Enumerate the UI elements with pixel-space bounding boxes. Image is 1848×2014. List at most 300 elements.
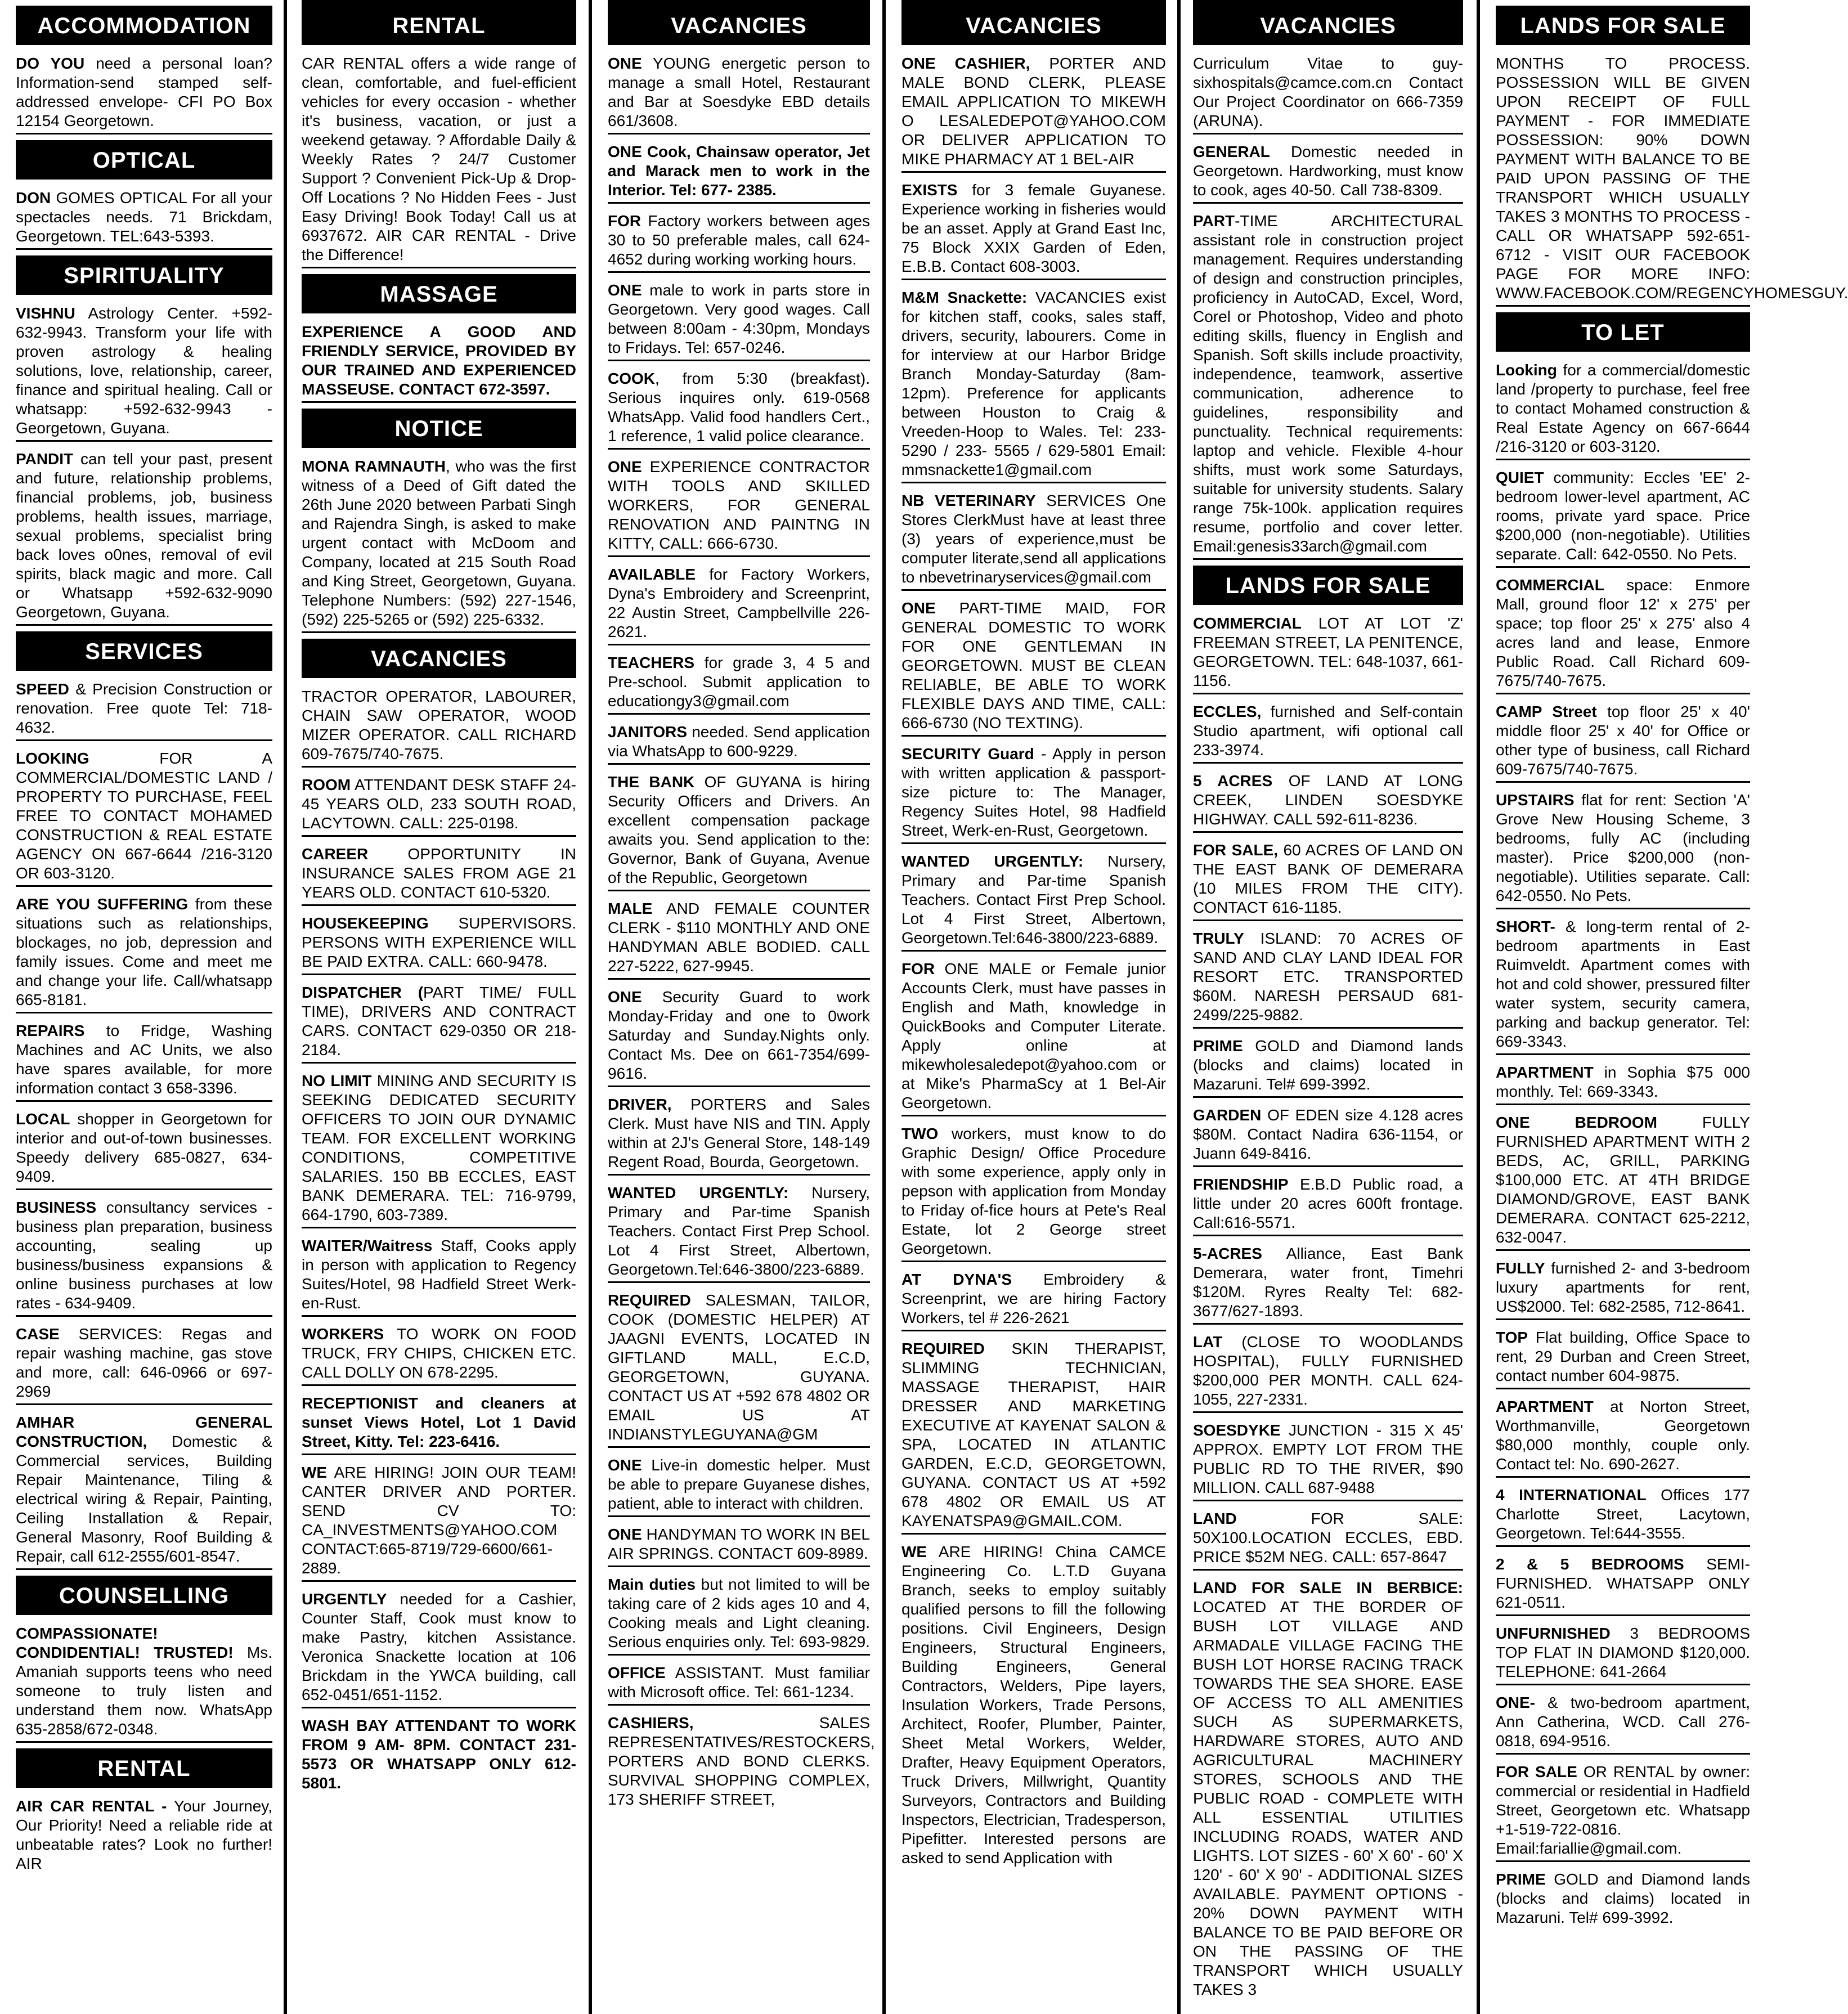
classified-ad xyxy=(302,980,576,1064)
ad-body: CAR RENTAL offers a wide range of clean, comfortable, and fuel-efficient vehicles for every occasion - whether it's business, vacation, or just a weekend getaway. ? Affordable Daily & Weekly Rates ? 24/7 Customer Support ? Convenient Pick-Up & Drop-Off Locations ? No Hidden Fees - Just Easy Driving! Book Today! Call us at 6937672. AIR CAR RENTAL - Drive the Difference! xyxy=(302,55,576,263)
classified-ad xyxy=(608,562,870,645)
classified-ad xyxy=(302,51,576,268)
classified-ad xyxy=(302,454,576,633)
ad-body: OR RENTAL by owner: commercial or residential in Hadfield Street, Georgetown etc. Whatsapp +1-519-722-0816. Email:fariallie@gmail.com. xyxy=(1496,1763,1750,1857)
classified-ad xyxy=(1193,1329,1463,1413)
classified-ad xyxy=(1193,1575,1463,2002)
classified-ad xyxy=(302,1460,576,1582)
ad-lead: UPSTAIRS xyxy=(1496,791,1575,809)
ad-lead: ONE CASHIER, xyxy=(901,55,1030,72)
ad-body: needed for a Cashier, Counter Staff, Cook must know to make Pastry, kitchen Assistance. Veronica Snackette location at 106 Brickdam in the YWCA building, call 652-0451/651-1152. xyxy=(302,1590,576,1703)
classified-ad xyxy=(608,1180,870,1283)
column-4 xyxy=(901,0,1166,2014)
section-heading: VACANCIES xyxy=(608,6,870,45)
ad-lead: APARTMENT xyxy=(1496,1064,1594,1081)
section-heading: MASSAGE xyxy=(302,274,576,313)
ad-body: top floor 25' x 40' middle floor 25' x 40' for Office or other type of business, call Richard 609-7675/740-7675. xyxy=(1496,703,1750,778)
ad-body: Embroidery & Screenprint, we are hiring Factory Workers, tel # 226-2621 xyxy=(901,1271,1166,1326)
classified-ad xyxy=(16,1195,272,1317)
classified-ad xyxy=(608,719,870,765)
ad-lead: JANITORS xyxy=(608,723,688,741)
ad-lead: ROOM xyxy=(302,776,351,793)
ad-body: PART TIME/ FULL TIME), DRIVERS AND CONTRACT CARS. CONTACT 629-0350 OR 218-2184. xyxy=(302,984,576,1058)
ad-body: SALES REPRESENTATIVES/RESTOCKERS, PORTERS AND BOND CLERKS. SURVIVAL SHOPPING COMPLEX, 173 SHERIFF STREET, xyxy=(608,1714,875,1808)
ad-lead: FOR xyxy=(901,960,935,977)
ad-lead: FOR xyxy=(608,212,642,230)
ad-body: Offices 177 Charlotte Street, Lacytown, Georgetown. Tel:644-3555. xyxy=(1496,1486,1751,1542)
ad-lead: FOR SALE, xyxy=(1193,841,1279,859)
ad-lead: ONE xyxy=(608,1526,642,1543)
ad-body: OPPORTUNITY IN INSURANCE SALES FROM AGE 21 YEARS OLD. CONTACT 610-5320. xyxy=(302,845,576,901)
ad-lead: AVAILABLE xyxy=(608,566,696,583)
ad-lead: 5-ACRES xyxy=(1193,1245,1262,1262)
column-2 xyxy=(302,0,576,2014)
ad-lead: TOP xyxy=(1496,1329,1528,1346)
ad-body: ARE HIRING! China CAMCE Engineering Co. L.T.D Guyana Branch, seeks to employ suitably qualified persons to fill the following positions. Civil Engineers, Design Engineers, Structural Engineers, Building Engineers, General Contractors, Welders, Pipe layers, Insulation Workers, Trade Persons, Architect, Roofer, Plumber, Painter, Sheet Metal Workers, Welder, Drafter, Heavy Equipment Operators, Truck Drivers, Millwright, Quantity Surveyors, Contractors and Building Inspectors, Electrician, Tradesperson, Pipefitter. Interested persons are asked to send Application with xyxy=(901,1543,1166,1867)
classified-ad xyxy=(901,1539,1166,1870)
ad-lead: WANTED URGENTLY: xyxy=(901,853,1084,870)
classified-ad xyxy=(608,896,870,980)
classified-ad xyxy=(16,1793,272,1876)
ad-body: EXPERIENCE CONTRACTOR WITH TOOLS AND SKILLED WORKERS, FOR GENERAL RENOVATION AND PAINTNG IN KITTY, CALL: 666-6730. xyxy=(608,458,870,552)
classified-ad xyxy=(16,185,272,250)
ad-lead: CAREER xyxy=(302,845,369,863)
classified-ad xyxy=(16,1018,272,1102)
classified-ad xyxy=(901,1267,1166,1331)
column-6 xyxy=(1496,0,1848,2014)
ad-body: GOLD and Diamond lands (blocks and claims) located in Mazaruni. Tel# 699-3992. xyxy=(1193,1037,1463,1093)
ad-body: FOR SALE: 50X100.LOCATION ECCLES, EBD. PRICE $52M NEG. CALL: 657-8647 xyxy=(1193,1510,1463,1566)
ad-lead: APARTMENT xyxy=(1496,1398,1594,1415)
ad-body: Nursery, Primary and Par-time Spanish Teachers. Contact First Prep School. Lot 4 First Street, Albertown, Georgetown.Tel:646-3800/223-6889. xyxy=(608,1184,870,1278)
classified-ad xyxy=(1496,1255,1750,1320)
classified-ad xyxy=(1496,787,1750,909)
classified-ad xyxy=(901,741,1166,844)
classified-ad xyxy=(1193,1172,1463,1236)
classified-ad xyxy=(16,1410,272,1570)
section-heading: RENTAL xyxy=(302,6,576,45)
column-rule xyxy=(589,0,592,2014)
classified-ad xyxy=(1193,1418,1463,1501)
ad-lead: VISHNU xyxy=(16,304,75,322)
ad-body: consultancy services - business plan preparation, business accounting, sealing up business/business expansions & online business purchases at low rates - 634-9409. xyxy=(16,1199,272,1312)
ad-body: male to work in parts store in Georgetown. Very good wages. Call between 8:00am - 4:30pm, Mondays to Fridays. Tel: 657-0246. xyxy=(608,281,870,356)
ad-body: community: Eccles 'EE' 2-bedroom lower-level apartment, AC rooms, private yard space. Price $200,000 (non-negotiable). Utilities separate. Call: 642-0550. No Pets. xyxy=(1496,469,1750,563)
classified-ad xyxy=(1496,1325,1750,1389)
ad-lead: 4 INTERNATIONAL xyxy=(1496,1486,1647,1504)
classified-ad xyxy=(16,1621,272,1743)
ad-lead: SOESDYKE xyxy=(1193,1421,1281,1439)
ad-lead: BUSINESS xyxy=(16,1199,97,1216)
classified-ad xyxy=(608,51,870,134)
classified-ad xyxy=(16,676,272,741)
classified-ad xyxy=(1193,1033,1463,1098)
classified-ad xyxy=(608,1288,870,1448)
classified-ad xyxy=(1496,699,1750,783)
classified-ad xyxy=(1193,1506,1463,1571)
ad-lead: DISPATCHER ( xyxy=(302,984,424,1001)
column-1 xyxy=(16,0,272,2014)
ad-body: for grade 3, 4 5 and Pre-school. Submit application to educationgy3@gmail.com xyxy=(608,654,870,710)
ad-body: & two-bedroom apartment, Ann Catherina, WCD. Call 276-0818, 694-9516. xyxy=(1496,1694,1750,1750)
classified-ad xyxy=(302,910,576,975)
ad-body: & Precision Construction or renovation. Free quote Tel: 718-4632. xyxy=(16,680,272,736)
ad-body: for Factory Workers, Dyna's Embroidery and Screenprint, 22 Austin Street, Campbellville 226-2621. xyxy=(608,566,870,640)
section-heading: COUNSELLING xyxy=(16,1576,272,1615)
ad-body: OF GUYANA is hiring Security Officers and Drivers. An excellent compensation package awaits you. Send application to the: Governor, Bank of Guyana, Avenue of the Republic, Georgetown xyxy=(608,773,870,886)
classified-ad xyxy=(1496,51,1848,307)
ad-lead: PANDIT xyxy=(16,450,74,468)
classified-ad xyxy=(901,595,1166,737)
ad-lead: REQUIRED xyxy=(608,1291,691,1309)
classified-ad xyxy=(1193,208,1463,560)
ad-body: GOLD and Diamond lands (blocks and claims) located in Mazaruni. Tel# 699-3992. xyxy=(1496,1871,1750,1926)
ad-body: ISLAND: 70 ACRES OF SAND AND CLAY LAND IDEAL FOR RESORT ETC. TRANSPORTED $60M. NARESH PERSAUD 681-2499/225-9882. xyxy=(1193,930,1463,1024)
ad-body: Your Journey, Our Priority! Need a reliable ride at unbeatable rates? Look no further! AIR xyxy=(16,1797,272,1872)
column-rule xyxy=(882,0,886,2014)
ad-body: for 3 female Guyanese. Experience working in fisheries would be an asset. Apply at Grand East Inc, 75 Block XXIX Garden of Eden, E.B.B. Contact 608-3003. xyxy=(901,181,1166,275)
ad-body: Staff, Cooks apply in person with application to Regency Suites/Hotel, 98 Hadfield Street Werk-en-Rust. xyxy=(302,1237,576,1312)
ad-body: , from 5:30 (breakfast). Serious inquires only. 619-0568 WhatsApp. Valid food handlers Cert., 1 reference, 1 valid police clearance. xyxy=(608,370,870,445)
ad-body: & long-term rental of 2-bedroom apartments in East Ruimveldt. Apartment comes with hot and cold shower, pressured filter water system, security camera, parking and backup generator. Tel: 669-3343. xyxy=(1496,918,1750,1050)
ad-lead: 5 ACRES xyxy=(1193,772,1273,790)
classified-ad xyxy=(1496,1551,1750,1616)
ad-body: shopper in Georgetown for interior and out-of-town businesses. Speedy delivery 685-0827, 634-9409. xyxy=(16,1110,272,1185)
ad-body: at Norton Street, Worthmanville, Georgetown $80,000 monthly, couple only. Contact tel: No. 690-2627. xyxy=(1496,1398,1750,1473)
classified-ad xyxy=(1193,51,1463,134)
ad-body: Factory workers between ages 30 to 50 preferable males, call 624-4652 during working working hours. xyxy=(608,212,870,268)
classified-ad xyxy=(608,277,870,361)
ad-lead: HOUSEKEEPING xyxy=(302,914,429,932)
ad-lead: ONE Cook, Chainsaw operator, Jet and Marack men to work in the Interior. Tel: 677- 2385. xyxy=(608,143,870,199)
ad-lead: M&M Snackette: xyxy=(901,289,1028,306)
classified-ad xyxy=(901,488,1166,591)
column-rule xyxy=(1177,0,1181,2014)
ad-lead: MALE xyxy=(608,900,653,917)
section-heading: VACANCIES xyxy=(901,6,1166,45)
ad-lead: ONE xyxy=(608,281,642,299)
ad-lead: ONE xyxy=(608,458,642,476)
ad-lead: LOOKING xyxy=(16,750,89,767)
ad-lead: UNFURNISHED xyxy=(1496,1625,1611,1642)
ad-body: space: Enmore Mall, ground floor 12' x 275' per space; top floor 25' x 275' also 4 acres land and lease, Enmore Public Road. Call Richard 609-7675/740-7675. xyxy=(1496,576,1750,689)
classified-ad xyxy=(608,139,870,204)
ad-lead: LAND FOR SALE IN BERBICE: xyxy=(1193,1579,1463,1596)
classified-ad xyxy=(16,51,272,134)
ad-body: ONE MALE or Female junior Accounts Clerk, must have passes in English and Math, knowledge in QuickBooks and Computer Literate. Apply online at mikewholesaledepot@yahoo.com or at Mike's PharmaScy at 1 Bel-Air Georgetown. xyxy=(901,960,1166,1111)
ad-lead: OFFICE xyxy=(608,1664,666,1681)
ad-body: LOCATED AT THE BORDER OF BUSH LOT VILLAGE AND ARMADALE VILLAGE FACING THE BUSH LOT HORSE RACING TRACK TOWARDS THE SEA SHORE. EASE OF ACCESS TO ALL AMENITIES SUCH AS SUPERMARKETS, HARDWARE STORES, AUTO AND AGRICULTURAL MACHINERY STORES, SCHOOLS AND THE PUBLIC ROAD - COMPLETE WITH ALL ESSENTIAL UTILITIES INCLUDING ROADS, WATER AND LIGHTS. LOT SIZES - 60' X 60' - 60' X 120' - 60' X 90' - ADDITIONAL SIZES AVAILABLE. PAYMENT OPTIONS - 20% DOWN PAYMENT WITH BALANCE TO BE PAID BEFORE OR ON THE PASSING OF THE TRANSPORT WHICH USUALLY TAKES 3 xyxy=(1193,1598,1463,1998)
ad-body: YOUNG energetic person to manage a small Hotel, Restaurant and Bar at Soesdyke EBD details 661/3608. xyxy=(608,55,870,129)
classified-ad xyxy=(1193,837,1463,921)
ad-body: needed. Send application via WhatsApp to 600-9229. xyxy=(608,723,870,760)
ad-lead: WORKERS xyxy=(302,1325,384,1343)
ad-lead: FOR SALE xyxy=(1496,1763,1577,1780)
classified-ad xyxy=(608,1572,870,1656)
ad-body: OF LAND AT LONG CREEK, LINDEN SOESDYKE HIGHWAY. CALL 592-611-8236. xyxy=(1193,772,1463,828)
ad-body: ARE HIRING! JOIN OUR TEAM! CANTER DRIVER AND PORTER. SEND CV TO: CA_INVESTMENTS@YAHOO.COM CONTACT:665-8719/729-6600/661-2889. xyxy=(302,1464,576,1577)
ad-body: to Fridge, Washing Machines and AC Units, we also have spares available, for more information contact 3 658-3396. xyxy=(16,1022,272,1097)
ad-body: ASSISTANT. Must familiar with Microsoft office. Tel: 661-1234. xyxy=(608,1664,870,1701)
section-heading: OPTICAL xyxy=(16,140,272,180)
classified-ad xyxy=(1496,357,1750,460)
ad-body: FOR A COMMERCIAL/DOMESTIC LAND / PROPERTY TO PURCHASE, FEEL FREE TO CONTACT MOHAMED CONSTRUCTION & REAL ESTATE AGENCY ON 667-6644 /216-3120 OR 603-3120. xyxy=(16,750,272,882)
ad-body: furnished and Self-contain Studio apartment, wifi optional call 233-3974. xyxy=(1193,703,1463,759)
classified-ad xyxy=(1496,572,1750,694)
classified-ad xyxy=(1193,699,1463,764)
ad-lead: DON xyxy=(16,189,51,207)
section-heading: TO LET xyxy=(1496,312,1750,352)
ad-body: from these situations such as relationships, blockages, no job, depression and family issues. Come and meet me and change your life. Call/whatsapp 665-8181. xyxy=(16,895,272,1008)
ad-lead: PART xyxy=(1193,212,1235,230)
ad-body: furnished 2- and 3-bedroom luxury apartments for rent, US$2000. Tel: 682-2585, 712-8641. xyxy=(1496,1259,1750,1315)
classified-ad xyxy=(1496,1394,1750,1478)
ad-lead: ONE xyxy=(608,988,642,1006)
section-heading: SERVICES xyxy=(16,631,272,671)
ad-lead: WAITER/Waitress xyxy=(302,1237,433,1254)
classified-ad xyxy=(608,366,870,450)
ad-lead: AMHAR GENERAL CONSTRUCTION, xyxy=(16,1414,272,1450)
ad-body: Astrology Center. +592-632-9943. Transform your life with proven astrology & healing solutions, love, relationship, career, finance and spiritual healing. Call or whatsapp: +592-632-9943 - Georgetown, Guyana. xyxy=(16,304,272,437)
section-heading: VACANCIES xyxy=(302,639,576,678)
ad-body: MONTHS TO PROCESS. POSSESSION WILL BE GIVEN UPON RECEIPT OF FULL PAYMENT - FOR IMMEDIATE POSSESSION: 90% DOWN PAYMENT WITH BALANCE TO BE PAID UPON PASSING OF THE TRANSPORT WHICH USUALLY TAKES 3 MONTHS TO PROCESS - CALL OR WHATSAPP 592-651-6712 - VISIT OUR FACEBOOK PAGE FOR MORE INFO: WWW.FACEBOOK.COM/REGENCYHOMESGUY. xyxy=(1496,55,1848,302)
classified-ad xyxy=(1193,611,1463,694)
ad-lead: WE xyxy=(302,1464,328,1481)
ad-lead: CAMP Street xyxy=(1496,703,1597,720)
ad-body: - Apply in person with written application & passport-size picture to: The Manager, Regency Suites Hotel, 98 Hadfield Street, Werk-en-Rust, Georgetown. xyxy=(901,745,1166,839)
section-heading: LANDS FOR SALE xyxy=(1193,566,1463,605)
classified-ad xyxy=(901,285,1166,483)
classified-ad xyxy=(302,319,576,403)
ad-lead: WASH BAY ATTENDANT TO WORK FROM 9 AM- 8PM. CONTACT 231-5573 OR WHATSAPP ONLY 612-5801. xyxy=(302,1717,576,1792)
classified-ad xyxy=(1496,914,1750,1055)
ad-lead: GENERAL xyxy=(1193,143,1270,160)
classified-ad xyxy=(1193,768,1463,833)
ad-lead: ECCLES, xyxy=(1193,703,1262,720)
ad-lead: ARE YOU SUFFERING xyxy=(16,895,189,913)
classified-ad xyxy=(16,300,272,442)
classified-ad xyxy=(608,454,870,557)
ad-body: JUNCTION - 315 X 45' APPROX. EMPTY LOT FROM THE PUBLIC RD TO THE RIVER, $90 MILLION. CALL 687-9488 xyxy=(1193,1421,1463,1496)
classified-ad xyxy=(1496,1110,1750,1251)
ad-lead: LOCAL xyxy=(16,1110,70,1128)
classified-ad xyxy=(16,1106,272,1190)
ad-body: SERVICES: Regas and repair washing machine, gas stove and more, call: 646-0966 or 697-2969 xyxy=(16,1325,272,1400)
column-5 xyxy=(1193,0,1463,2014)
ad-lead: SECURITY Guard xyxy=(901,745,1034,762)
classified-ad xyxy=(608,1522,870,1567)
classified-ad xyxy=(608,650,870,715)
ad-body: Flat building, Office Space to rent, 29 Durban and Creen Street, contact number 604-9875. xyxy=(1496,1329,1750,1384)
ad-body: HANDYMAN TO WORK IN BEL AIR SPRINGS. CONTACT 609-8989. xyxy=(608,1526,870,1562)
ad-body: TO WORK ON FOOD TRUCK, FRY CHIPS, CHICKEN ETC. CALL DOLLY ON 678-2295. xyxy=(302,1325,576,1381)
ad-body: SALESMAN, TAILOR, COOK (DOMESTIC HELPER) AT JAAGNI EVENTS, LOCATED IN GIFTLAND MALL, E.C.D, GEORGETOWN, GUYANA. CONTACT US AT +592 678 4802 OR EMAIL US AT INDIANSTYLEGUYANA@GM xyxy=(608,1291,870,1443)
classified-ad xyxy=(901,849,1166,952)
ad-body: for a commercial/domestic land /property to purchase, feel free to contact Mohamed construction & Real Estate Agency on 667-6644 /216-3120 or 603-3120. xyxy=(1496,361,1750,455)
ad-body: -TIME ARCHITECTURAL assistant role in construction project management. Requires understanding of design and construction principles, proficiency in AutoCAD, Excel, Word, Corel or Photoshop, Video and photo editing skills, fluency in English and Spanish. Soft skills include proactivity, independence, teamwork, assertive communication, adherence to guidelines, responsibility and punctuality. Technical requirements: laptop and vehicle. Flexible 4-hour shifts, must work some Saturdays, suitable for university students. Salary range 75k-100k. application requires resume, portfolio and cover letter. Email:genesis33arch@gmail.com xyxy=(1193,212,1463,555)
ad-body: SUPERVISORS. PERSONS WITH EXPERIENCE WILL BE PAID EXTRA. CALL: 660-9478. xyxy=(302,914,576,970)
section-heading: ACCOMMODATION xyxy=(16,6,272,45)
ad-body: SERVICES One Stores ClerkMust have at least three (3) years of experience,must be computer literate,send all applications to nbevetrinaryservices@gmail.com xyxy=(901,492,1166,586)
ad-body: MINING AND SECURITY IS SEEKING DEDICATED SECURITY OFFICERS TO JOIN OUR DYNAMIC TEAM. FOR EXCELLENT WORKING CONDITIONS, COMPETITIVE SALARIES. 150 BB ECCLES, EAST BANK DEMERARA. TEL: 716-9799, 664-1790, 603-7389. xyxy=(302,1072,576,1223)
classified-ad xyxy=(16,746,272,887)
ad-lead: TWO xyxy=(901,1125,939,1142)
ad-body: (CLOSE TO WOODLANDS HOSPITAL), FULLY FURNISHED $200,000 PER MONTH. CALL 624-1055, 227-2331. xyxy=(1193,1333,1463,1408)
ad-body: SEMI-FURNISHED. WHATSAPP ONLY 621-0511. xyxy=(1496,1555,1750,1611)
ad-body: workers, must know to do Graphic Design/ Office Procedure with some experience, apply only in pepson with application from Monday to Friday of-fice hours at Pete's Real Estate, lot 2 George street Georgetown. xyxy=(901,1125,1166,1257)
ad-body: OF EDEN size 4.128 acres $80M. Contact Nadira 636-1154, or Juann 649-8416. xyxy=(1193,1106,1463,1162)
classified-ad xyxy=(16,446,272,626)
column-rule xyxy=(1477,0,1480,2014)
classified-ad xyxy=(1496,1482,1750,1547)
classified-ad xyxy=(302,1390,576,1455)
ad-body: in Sophia $75 000 monthly. Tel: 669-3343. xyxy=(1496,1064,1750,1100)
ad-body: 3 BEDROOMS TOP FLAT IN DIAMOND $120,000. TELEPHONE: 641-2664 xyxy=(1496,1625,1750,1680)
classified-ad xyxy=(1193,139,1463,204)
ad-body: flat for rent: Section 'A' Grove New Housing Scheme, 3 bedrooms, fully AC (including master). Price $200,000 (non-negotiable). Utilities separate. Call: 642-0550. No Pets. xyxy=(1496,791,1750,904)
classified-ad xyxy=(901,1121,1166,1262)
ad-body: PORTER AND MALE BOND CLERK, PLEASE EMAIL APPLICATION TO MIKEWH O LESALEDEPOT@YAHOO.COM OR DELIVER APPLICATION TO MIKE PHARMACY AT 1 BEL-AIR xyxy=(901,55,1166,168)
classified-ad xyxy=(16,1321,272,1405)
ad-lead: ONE xyxy=(901,599,936,617)
ad-lead: SHORT- xyxy=(1496,918,1555,935)
ad-lead: THE BANK xyxy=(608,773,695,791)
ad-lead: URGENTLY xyxy=(302,1590,387,1608)
column-3 xyxy=(608,0,875,2014)
classified-ad xyxy=(302,1233,576,1317)
classified-ad xyxy=(1496,1867,1750,1930)
ad-body: Ms. Amaniah supports teens who need someone to truly listen and understand them now. WhatsApp 635-2858/672-0348. xyxy=(16,1644,272,1738)
ad-lead: NB VETERINARY xyxy=(901,492,1036,509)
ad-body: FULLY FURNISHED APARTMENT WITH 2 BEDS, AC, GRILL, PARKING $100,000 ETC. AT 4TH BRIDGE DIAMOND/GROVE, EAST BANK DEMERARA. CONTACT 625-2212, 632-0047. xyxy=(1496,1114,1750,1246)
classified-ad xyxy=(1496,1621,1750,1685)
ad-body: VACANCIES exist for kitchen staff, cooks, sales staff, drivers, security, labourers. Come in for interview at our Harbor Bridge Branch Monday-Saturday (8am-12pm). Preference for applicants between Houston to Craig & Vreeden-Hoop to Wales. Tel: 233-5290 / 233- 5565 / 629-5801 Email: mmsnackette1@gmail.com xyxy=(901,289,1166,478)
ad-lead: Looking xyxy=(1496,361,1557,379)
classified-ad xyxy=(901,177,1166,280)
ad-body: Security Guard to work Monday-Friday and one to 0work Saturday and Sunday.Nights only. Contact Ms. Dee on 661-7354/699-9616. xyxy=(608,988,870,1082)
classified-ad xyxy=(302,772,576,837)
ad-body: , who was the first witness of a Deed of Gift dated the 26th June 2020 between Parbati Singh and Rajendra Singh, is asked to make urgent contact with McDoom and Company, located at 215 South Road and King Street, Georgetown, Guyana. Telephone Numbers: (592) 227-1546, (592) 225-5265 or (592) 225-6332. xyxy=(302,457,576,628)
classified-ad xyxy=(16,891,272,1013)
classified-ad xyxy=(901,51,1166,173)
ad-lead: QUIET xyxy=(1496,469,1544,486)
ad-body: AND FEMALE COUNTER CLERK - $110 MONTHLY AND ONE HANDYMAN ABLE BODIED. CALL 227-5222, 627-9945. xyxy=(608,900,870,975)
ad-lead: PRIME xyxy=(1193,1037,1243,1055)
ad-lead: COOK xyxy=(608,370,655,387)
classified-ad xyxy=(608,1092,870,1176)
ad-lead: DRIVER, xyxy=(608,1096,672,1113)
ad-lead: Main duties xyxy=(608,1576,696,1593)
ad-body: E.B.D Public road, a little under 20 acres 600ft frontage. Call:616-5571. xyxy=(1193,1176,1463,1231)
ad-lead: ONE BEDROOM xyxy=(1496,1114,1657,1131)
column-rule xyxy=(284,0,287,2014)
section-heading: VACANCIES xyxy=(1193,6,1463,45)
classified-ad xyxy=(302,841,576,906)
ad-lead: WANTED URGENTLY: xyxy=(608,1184,789,1201)
classified-ad xyxy=(608,208,870,273)
ad-body: Live-in domestic helper. Must be able to prepare Guyanese dishes, patient, able to interact with children. xyxy=(608,1456,870,1512)
ad-lead: COMPASSIONATE! CONDIDENTIAL! TRUSTED! xyxy=(16,1625,234,1661)
classified-ad xyxy=(1496,465,1750,568)
classified-ad xyxy=(1496,1060,1750,1105)
ad-body: but not limited to will be taking care of 2 kids ages 10 and 4, Cooking meals and Light cleaning. Serious enquiries only. Tel: 693-9829. xyxy=(608,1576,871,1650)
ad-lead: DO YOU xyxy=(16,55,85,72)
ad-body: 60 ACRES OF LAND ON THE EAST BANK OF DEMERARA (10 MILES FROM THE CITY). CONTACT 616-1185. xyxy=(1193,841,1463,916)
ad-body: Domestic & Commercial services, Building Repair Maintenance, Tiling & electrical wiring & Repair, Painting, Ceiling Installation & Repair, General Masonry, Roof Building & Repair, call 612-2555/601-8547. xyxy=(16,1433,272,1565)
ad-body: SKIN THERAPIST, SLIMMING TECHNICIAN, MASSAGE THERAPIST, HAIR DRESSER AND MARKETING EXECUTIVE AT KAYENAT SALON & SPA, LOCATED IN ATLANTIC GARDEN, E.C.D, GEORGETOWN, GUYANA. CONTACT US AT +592 678 4802 OR EMAIL US AT KAYENATSPA9@GMAIL.COM. xyxy=(901,1340,1166,1529)
classified-ad xyxy=(1496,1759,1750,1862)
classified-ad xyxy=(901,1336,1166,1535)
ad-lead: COMMERCIAL xyxy=(1193,614,1302,632)
ad-body: Nursery, Primary and Par-time Spanish Teachers. Contact First Prep School. Lot 4 First Street, Albertown, Georgetown.Tel:646-3800/223-6889. xyxy=(901,853,1166,947)
ad-body: Curriculum Vitae to guy-sixhospitals@camce.com.cn Contact Our Project Coordinator on 666-7359 (ARUNA). xyxy=(1193,55,1463,129)
ad-body: TRACTOR OPERATOR, LABOURER, CHAIN SAW OPERATOR, WOOD MIZER OPERATOR. CALL RICHARD 609-7675/740-7675. xyxy=(302,688,576,762)
ad-lead: GARDEN xyxy=(1193,1106,1262,1124)
ad-lead: ONE xyxy=(608,1456,642,1474)
ad-lead: EXISTS xyxy=(901,181,958,199)
classified-ad xyxy=(1193,1241,1463,1325)
classified-ad xyxy=(302,1586,576,1708)
ad-body: PART-TIME MAID, FOR GENERAL DOMESTIC TO WORK FOR ONE GENTLEMAN IN GEORGETOWN. MUST BE CLEAN RELIABLE, BE ABLE TO WORK FLEXIBLE DAYS AND TIME, CALL: 666-6730 (NO TEXTING). xyxy=(901,599,1166,732)
ad-body: LOT AT LOT 'Z' FREEMAN STREET, LA PENITENCE, GEORGETOWN. TEL: 648-1037, 661-1156. xyxy=(1193,614,1463,689)
ad-lead: TRULY xyxy=(1193,930,1244,947)
classified-ad xyxy=(302,684,576,768)
classified-ad xyxy=(302,1321,576,1386)
ad-lead: MONA RAMNAUTH xyxy=(302,457,446,475)
ad-lead: LAT xyxy=(1193,1333,1223,1351)
ad-body: need a personal loan? Information-send stamped self-addressed envelope- CFI PO Box 12154 Georgetown. xyxy=(16,55,272,129)
ad-lead: NO LIMIT xyxy=(302,1072,372,1089)
section-heading: RENTAL xyxy=(16,1748,272,1788)
ad-lead: AT DYNA'S xyxy=(901,1271,1012,1288)
ad-lead: TEACHERS xyxy=(608,654,695,671)
ad-lead: 2 & 5 BEDROOMS xyxy=(1496,1555,1684,1573)
ad-lead: REPAIRS xyxy=(16,1022,85,1039)
ad-body: ATTENDANT DESK STAFF 24-45 YEARS OLD, 233 SOUTH ROAD, LACYTOWN. CALL: 225-0198. xyxy=(302,776,576,832)
classified-ad xyxy=(1496,1690,1750,1755)
ad-body: can tell your past, present and future, relationship problems, financial problems, job, business problems, health issues, marriage, sexual problems, specialist bring back loves o0nes, removal of evil spirits, black magic and more. Call or Whatsapp +592-632-9090 Georgetown, Guyana. xyxy=(16,450,272,621)
ad-lead: COMMERCIAL xyxy=(1496,576,1604,594)
section-heading: SPIRITUALITY xyxy=(16,255,272,295)
classified-ad xyxy=(608,769,870,891)
classified-ad xyxy=(608,1452,870,1517)
classified-ad xyxy=(608,1710,875,1811)
section-heading: NOTICE xyxy=(302,409,576,448)
ad-lead: ONE- xyxy=(1496,1694,1535,1711)
ad-body: PORTERS and Sales Clerk. Must have NIS and TIN. Apply within at 2J's General Store, 148-149 Regent Road, Bourda, Georgetown. xyxy=(608,1096,870,1170)
classified-ad xyxy=(608,984,870,1087)
ad-lead: FULLY xyxy=(1496,1259,1545,1277)
ad-lead: LAND xyxy=(1193,1510,1237,1527)
ad-lead: CASHIERS, xyxy=(608,1714,694,1732)
ad-lead: REQUIRED xyxy=(901,1340,985,1357)
ad-lead: WE xyxy=(901,1543,927,1560)
ad-lead: FRIENDSHIP xyxy=(1193,1176,1289,1193)
ad-lead: CASE xyxy=(16,1325,60,1343)
ad-body: GOMES OPTICAL For all your spectacles needs. 71 Brickdam, Georgetown. TEL:643-5393. xyxy=(16,189,272,245)
ad-body: Alliance, East Bank Demerara, water front, Timehri $120M. Ryres Realty Tel: 682-3677/627-1893. xyxy=(1193,1245,1463,1320)
ad-body: Domestic needed in Georgetown. Hardworking, must know to cook, ages 40-50. Call 738-8309. xyxy=(1193,143,1463,199)
classified-ad xyxy=(302,1713,576,1795)
ad-lead: SPEED xyxy=(16,680,69,698)
ad-lead: AIR CAR RENTAL - xyxy=(16,1797,167,1815)
ad-lead: ONE xyxy=(608,55,642,72)
ad-lead: RECEPTIONIST and cleaners at sunset Views Hotel, Lot 1 David Street, Kitty. Tel: 223-6416. xyxy=(302,1394,576,1450)
classified-ad xyxy=(1193,926,1463,1029)
section-heading: LANDS FOR SALE xyxy=(1496,6,1750,45)
ad-lead: EXPERIENCE A GOOD AND FRIENDLY SERVICE, PROVIDED BY OUR TRAINED AND EXPERIENCED MASSEUSE. CONTACT 672-3597. xyxy=(302,323,576,398)
ad-lead: PRIME xyxy=(1496,1871,1546,1888)
